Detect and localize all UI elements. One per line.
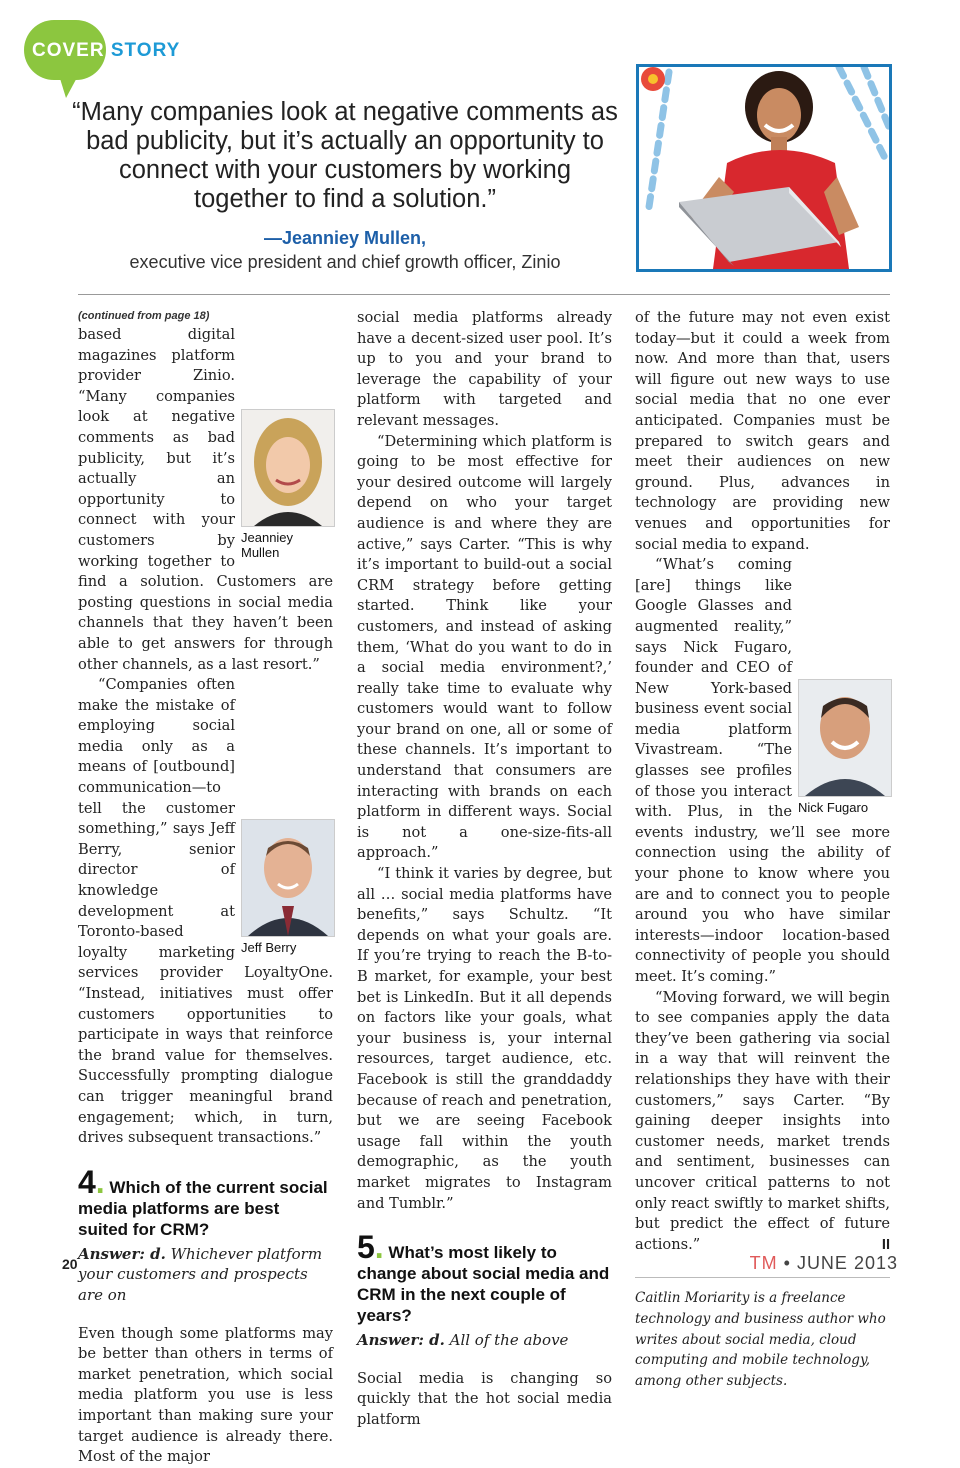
page-number: 20 — [62, 1256, 78, 1272]
author-bio: Caitlin Moriarity is a freelance technology and business author who writes about social media, cloud computing and mobile technology, among other subjects. — [635, 1277, 890, 1391]
continued-note: (continued from page 18) — [78, 310, 210, 322]
question-4-number: 4 — [78, 1163, 96, 1200]
col2-paragraph-3: “I think it varies by degree, but all … social media platforms have benefits,” says Schultz. “It depends on what your goals are. If you’re trying to reach the B-to-B market, for example, your best bet is LinkedIn. But it all depends on factors like your goals, what your business is, your internal resources, target audience, etc. Facebook is still the granddaddy because of reach and penetration, but we are seeing Facebook usage fall within the youth demographic, as the youth market migrates to Instagram and Tumblr.” — [357, 865, 612, 1212]
end-of-article-mark: II — [881, 1236, 890, 1253]
col1-paragraph-1: based digital magazines platform provider Zinio. “Many companies look at negative comments as bad publicity, but it’s actually an opportunity to connect with your customers by working together to find a solution. Customers are posting questions in social media channels that they haven’t been able to get answers for through other channels, as a last resort.” — [78, 326, 333, 673]
headshot-jeanniey-mullen — [241, 409, 333, 560]
col3-paragraph-1: of the future may not even exist today—but it could a week from now. And more than that, users will figure out new ways to use social media that no one ever anticipated. Companies must be prepared to switch gears and meet their audiences on new ground. Plus, advances in technology are providing new venues and opportunities for social media to expand. — [635, 309, 890, 553]
fugaro-photo — [798, 679, 892, 797]
section-label-story: STORY — [110, 40, 181, 61]
cover-photo-woman-with-laptop — [636, 64, 892, 272]
col1-paragraph-3: Even though some platforms may be better than others in terms of market penetration, which social media platform you use is less important than making sure your target audience is already there. Most of the major — [78, 1324, 333, 1466]
question-4-heading — [78, 1163, 333, 1240]
question-4-answer — [78, 1244, 333, 1306]
question-5-dot: . — [374, 1229, 384, 1266]
mullen-photo — [241, 409, 335, 527]
col3-paragraph-3-text: “Moving forward, we will begin to see companies apply the data they’ve been gathering via social in a way that will reinvent the relationships they have with their customers,” says Carter. “By gaining deeper insights into customer needs, market trends and sentiment, businesses can uncover critical patterns to not only react swiftly to market shifts, but predict the effect of future actions.” — [635, 988, 890, 1253]
speech-bubble-tail — [58, 72, 80, 98]
headshot-nick-fugaro — [798, 679, 890, 815]
magazine-name: TM — [749, 1253, 778, 1273]
col1-paragraph-2: “Companies often make the mistake of employing social media only as a means of [outbound] communication—to tell the customer something,” says Jeff Berry, senior director of knowledge development at Toronto-based loyalty marketing services provider LoyaltyOne. “Instead, initiatives must offer customers opportunities to participate in ways that reinforce the brand value for themselves. Successfully prompting dialogue can trigger meaningful brand engagement; which, in turn, drives subsequent transactions.” — [78, 676, 333, 1147]
question-5-answer — [357, 1330, 612, 1351]
section-label-cover: COVER — [32, 40, 105, 61]
mullen-caption: Jeanniey Mullen — [241, 530, 294, 560]
col2-paragraph-4: Social media is changing so quickly that the hot social media platform — [357, 1369, 612, 1428]
issue-footer — [750, 1253, 898, 1274]
pull-quote-attribution-name: —Jeanniey Mullen, — [263, 228, 427, 248]
question-4-dot: . — [95, 1163, 105, 1200]
col3-paragraph-3 — [635, 988, 890, 1256]
article-column-2 — [357, 308, 612, 1431]
issue-date: JUNE 2013 — [796, 1253, 898, 1273]
question-4-answer-label: Answer: d. — [78, 1244, 166, 1263]
mullen-portrait-image — [242, 410, 334, 526]
header-rule — [78, 294, 890, 295]
question-5-heading — [357, 1229, 612, 1326]
headshot-jeff-berry — [241, 819, 333, 955]
article-column-1 — [78, 308, 333, 1468]
question-4-text: Which of the current social media platforms are best suited for CRM? — [78, 1177, 328, 1239]
question-5-text: What’s most likely to change about social media and CRM in the next couple of years? — [357, 1243, 610, 1326]
woman-with-laptop-image — [639, 67, 889, 269]
pull-quote: “Many companies look at negative comments as bad publicity, but it’s actually an opportunity to connect with your customers by working together to find a solution.” — [72, 98, 618, 213]
berry-portrait-image — [242, 820, 334, 936]
fugaro-portrait-image — [799, 680, 891, 796]
footer-separator: • — [783, 1253, 791, 1273]
col2-paragraph-2: “Determining which platform is going to be most effective for your desired outcome will largely depend on who your target audience is and where they are active,” says Carter. “This is why it’s important to build-out a social CRM strategy before getting started. Think like your customers, and instead of asking them, ‘What do you want to do in a social media environment?,’ really take time to evaluate why customers would want to follow your brand on one, all or some of these channels. It’s important to understand that consumers are interacting with brands on each platform in different ways. Social is not a one-size-fits-all approach.” — [357, 432, 612, 862]
question-4-answer-text: Whichever platform your customers and prospects are on — [78, 1244, 323, 1304]
article-column-3 — [635, 308, 890, 1391]
question-5-number: 5 — [357, 1229, 375, 1266]
berry-caption: Jeff Berry — [241, 940, 297, 956]
question-5-answer-text: All of the above — [449, 1331, 569, 1350]
pull-quote-attribution-title: executive vice president and chief growth officer, Zinio — [129, 252, 561, 272]
section-label — [32, 40, 180, 62]
fugaro-caption: Nick Fugaro — [798, 800, 869, 816]
berry-photo — [241, 819, 335, 937]
col2-paragraph-1: social media platforms already have a decent-sized user pool. It’s up to you and your brand to leverage the capability of your platform with targeted and relevant messages. — [357, 309, 612, 429]
question-5-answer-label: Answer: d. — [357, 1331, 445, 1350]
col3-paragraph-2: “What’s coming [are] things like Google Glasses and augmented reality,” says Nick Fugaro, founder and CEO of New York-based business event social media platform Vivastream. “The glasses see profiles of those you interact with. Plus, in the events industry, we’ll see more connection using the ability of your phone to know where you are and to connect you to people around you who have similar interests—indoor location-based connectivity of people you should meet. It’s coming.” — [635, 556, 890, 985]
